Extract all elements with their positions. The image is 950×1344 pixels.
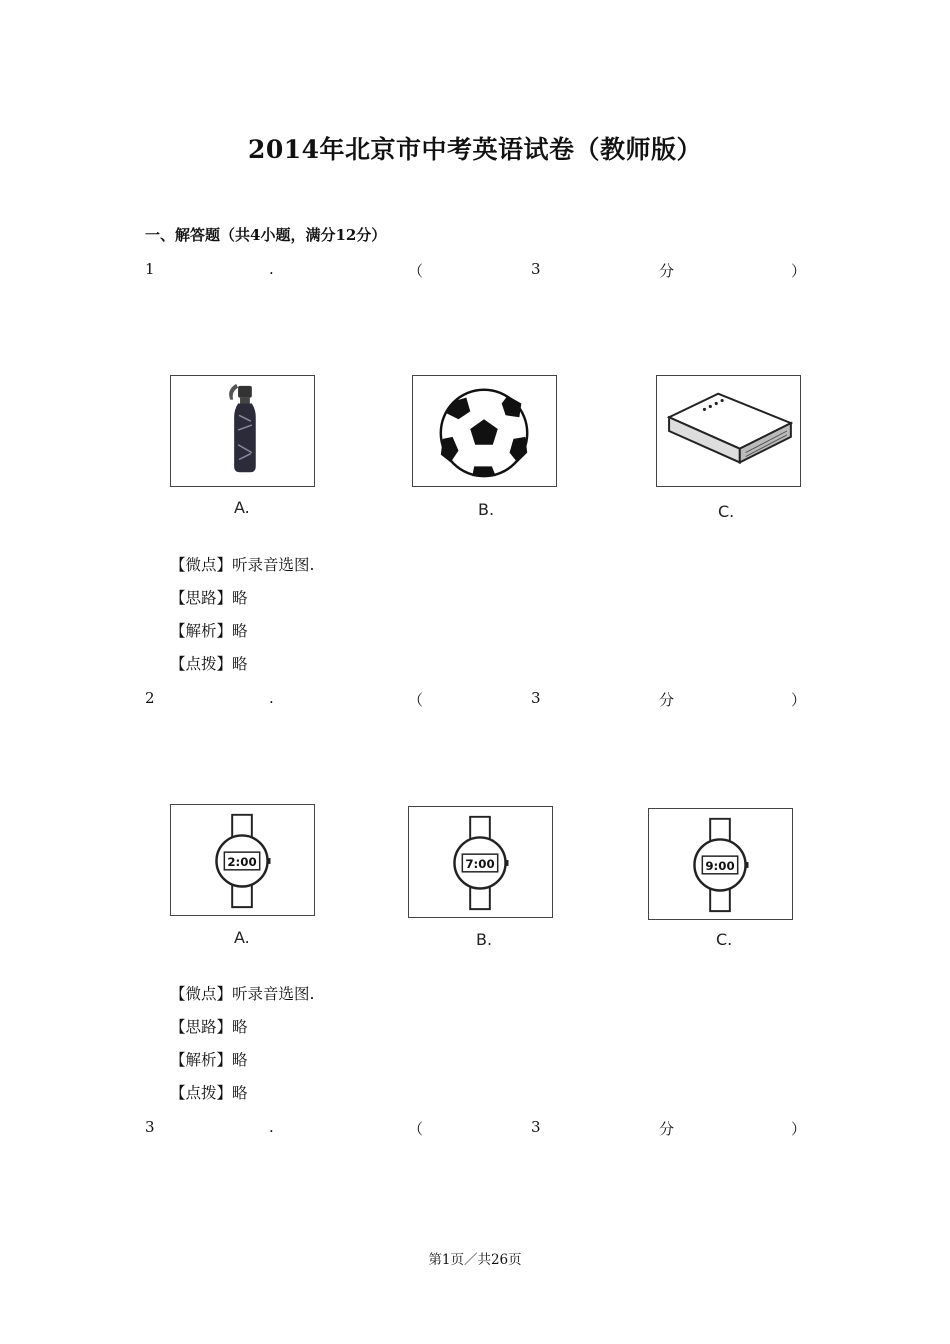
analysis-approach: 【思路】略 [170,1018,248,1036]
question-2-header [145,689,807,711]
analysis-point: 【微点】听录音选图. [170,556,315,574]
watch-time: 2:00 [227,854,257,869]
question-points-unit: 分 [659,691,675,709]
watch-time: 7:00 [465,856,495,871]
question-points: 3 [531,1118,541,1136]
option-image-1a [170,375,315,487]
question-dot: . [269,1118,274,1136]
water-bottle-icon [171,376,314,486]
question-3-header [145,1118,807,1140]
question-1-header [145,260,807,282]
question-points-unit: 分 [659,262,675,280]
option-image-1c [656,375,801,487]
question-points: 3 [531,260,541,278]
option-label-1b: B. [478,500,495,519]
question-paren-open: （ [408,691,424,709]
question-dot: . [269,689,274,707]
question-points: 3 [531,689,541,707]
analysis-approach: 【思路】略 [170,589,248,607]
analysis-tip: 【点拨】略 [170,655,248,673]
option-image-2a [170,804,315,916]
analysis-tip: 【点拨】略 [170,1084,248,1102]
option-label-2b: B. [476,930,493,949]
watch-icon [171,805,314,915]
question-paren-close: ） [791,262,807,280]
question-paren-open: （ [408,262,424,280]
question-paren-open: （ [408,1120,424,1138]
watch-icon [649,809,792,919]
question-number: 1 [145,260,155,278]
option-label-2a: A. [234,928,250,947]
watch-icon [409,807,552,917]
option-image-2b [408,806,553,918]
question-paren-close: ） [791,691,807,709]
section-heading: 一、解答题（共4小题，满分12分） [145,226,387,244]
book-icon [657,376,800,486]
question-number: 2 [145,689,155,707]
option-label-2c: C. [716,930,733,949]
watch-time: 9:00 [705,858,735,873]
option-label-1a: A. [234,498,250,517]
question-points-unit: 分 [659,1120,675,1138]
option-image-2c [648,808,793,920]
option-image-1b [412,375,557,487]
option-label-1c: C. [718,502,735,521]
document-title: 2014年北京市中考英语试卷（教师版） [247,135,703,164]
question-number: 3 [145,1118,155,1136]
question-dot: . [269,260,274,278]
analysis-point: 【微点】听录音选图. [170,985,315,1003]
analysis-explanation: 【解析】略 [170,622,248,640]
soccer-ball-icon [413,376,556,486]
analysis-explanation: 【解析】略 [170,1051,248,1069]
question-paren-close: ） [791,1120,807,1138]
page-footer: 第1页／共26页 [428,1252,522,1268]
